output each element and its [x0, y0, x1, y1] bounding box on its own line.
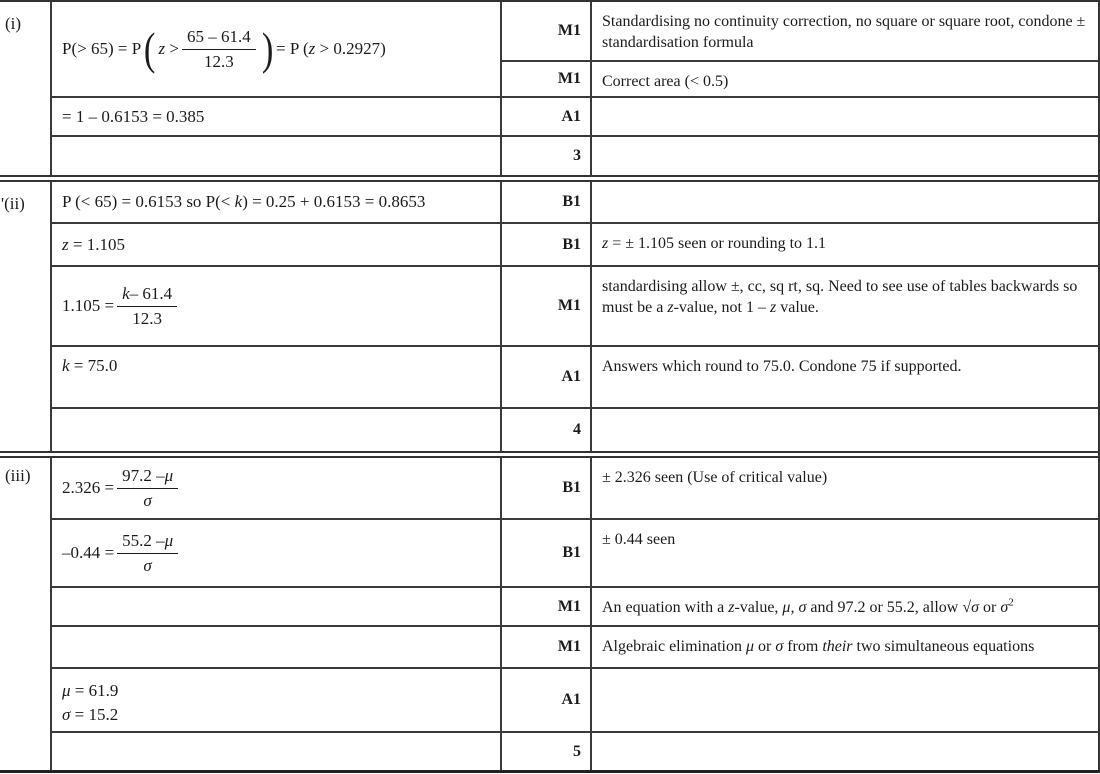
working-cell-ii-1: [52, 182, 502, 224]
text: or: [753, 638, 776, 655]
text: z: [667, 299, 674, 317]
mark-cell-iii-3: [502, 588, 592, 627]
text: ± 0.44 seen: [602, 531, 676, 548]
text: > 0.2927): [315, 39, 386, 58]
comment-cell-i-3: [592, 98, 1098, 137]
working-cell-i-3: [52, 137, 502, 175]
comment-cell-i-4: [592, 137, 1098, 175]
comment-cell-iii-5: [592, 669, 1098, 733]
mark-cell-iii-4: [502, 627, 592, 669]
text: Correct area (< 0.5): [602, 73, 729, 90]
superscript: 2: [1008, 596, 1014, 609]
text: z: [158, 39, 166, 58]
text: P (< 65) = 0.6153 so P(<: [62, 192, 235, 211]
mark-total-iii: [502, 733, 592, 770]
text: their: [822, 638, 853, 655]
part-label-ii: [0, 182, 52, 451]
text: 55.2 –: [122, 531, 165, 551]
text: [62, 356, 117, 375]
text: ± 2.326 seen (Use of critical value): [602, 469, 828, 486]
mark-code: M1: [557, 597, 581, 615]
comment-cell-iii-1: [592, 458, 1098, 520]
text: –0.44 =: [62, 543, 115, 562]
working-cell-i-2: [52, 98, 502, 137]
mark-total: 3: [573, 147, 581, 164]
working-cell-iii-2: [52, 520, 502, 588]
text: Standardising no continuity correction, no square or square root, condone ± standardisation formula: [602, 13, 1086, 52]
mark-code: M1: [557, 70, 581, 87]
mark-total: 5: [573, 742, 581, 760]
text: [62, 681, 492, 701]
section-separator: [0, 175, 1098, 182]
part-label-iii: [0, 458, 52, 770]
text: = ± 1.105 seen or rounding to 1.1: [608, 235, 827, 252]
mark-code: A1: [561, 107, 581, 125]
text: σ: [971, 599, 979, 616]
part-label-i: [0, 2, 52, 175]
text: z: [769, 299, 777, 317]
fraction: [182, 26, 256, 72]
working-cell-iii-3: [52, 588, 502, 627]
mark-cell-i-3: [502, 98, 592, 137]
mark-cell-iii-1: [502, 458, 592, 520]
comment-cell-iii-4: [592, 627, 1098, 669]
text: μ: [745, 638, 754, 655]
text: = 61.9: [70, 681, 119, 700]
text: = 1 – 0.6153 = 0.385: [62, 107, 205, 126]
text: value.: [776, 299, 819, 317]
text: = 1.105: [68, 234, 125, 254]
fraction: [117, 283, 177, 329]
text: -value, not 1 –: [673, 299, 770, 317]
text: σ: [62, 705, 71, 724]
fraction: [117, 465, 178, 511]
mark-cell-ii-4: [502, 347, 592, 409]
working-cell-ii-4: [52, 347, 502, 409]
text: μ: [62, 681, 71, 700]
mark-code: M1: [557, 638, 581, 655]
text: 97.2 –: [122, 466, 165, 486]
text: [62, 192, 425, 212]
section-iii: [0, 458, 1098, 770]
text: μ: [164, 531, 174, 551]
text: μ,: [782, 599, 799, 616]
text: standardising allow ±, cc, sq rt, sq. Need to see use of tables backwards so must be a: [602, 278, 1078, 317]
working-cell-i-1: P(> 65) = P ( z > $\frac{65 - 61.4}{12.3}$ ) = P (z > 0.2927): [52, 2, 502, 98]
text: z: [308, 39, 316, 58]
mark-cell-ii-2: [502, 224, 592, 267]
comment-cell-ii-3: [592, 267, 1098, 347]
mark-code: B1: [562, 544, 581, 561]
text: z: [62, 234, 69, 254]
text: k: [62, 356, 70, 375]
working-cell-ii-2: [52, 224, 502, 267]
text: σ: [798, 599, 807, 616]
text: = 75.0: [69, 356, 118, 375]
comment-cell-ii-2: [592, 224, 1098, 267]
working-cell-iii-5: [52, 669, 502, 733]
text: k: [122, 284, 130, 304]
mark-total-i: [502, 137, 592, 175]
fraction-denominator: σ: [143, 555, 152, 575]
text: ) = 0.25 + 0.6153 = 0.8653: [242, 192, 426, 211]
text: μ: [164, 466, 174, 486]
section-ii: [0, 182, 1098, 451]
mark-code: B1: [562, 193, 581, 210]
text: [62, 235, 125, 255]
comment-cell-ii-5: [592, 409, 1098, 451]
text: z: [602, 235, 609, 252]
text: 2.326 =: [62, 478, 115, 497]
mark-code: A1: [561, 368, 581, 385]
text: two simultaneous equations: [852, 638, 1035, 655]
text: = 15.2: [70, 705, 119, 724]
mark-cell-i-2: [502, 62, 592, 98]
mark-cell-ii-3: [502, 267, 592, 347]
text: z: [728, 599, 735, 616]
mark-code: M1: [557, 297, 581, 314]
text: An equation with a: [602, 599, 729, 616]
working-cell-ii-3: [52, 267, 502, 347]
fraction: [117, 530, 178, 576]
text: = P (: [276, 39, 309, 58]
mark-code: A1: [561, 691, 581, 708]
text: – 61.4: [129, 284, 173, 304]
mark-total: 4: [573, 421, 581, 438]
text: Algebraic elimination: [602, 638, 746, 655]
text: -value,: [734, 599, 783, 616]
working-cell-iii-1: [52, 458, 502, 520]
text: σ: [1000, 599, 1009, 616]
working-cell-iii-4: [52, 627, 502, 669]
section-separator: [0, 451, 1098, 458]
mark-cell-i-1: [502, 2, 592, 62]
working-cell-iii-6: [52, 733, 502, 770]
section-i: [0, 2, 1098, 175]
mark-cell-iii-2: [502, 520, 592, 588]
mark-code: B1: [562, 235, 581, 253]
comment-cell-iii-3: [592, 588, 1098, 627]
comment-cell-iii-6: [592, 733, 1098, 770]
working-cell-ii-5: [52, 409, 502, 451]
mark-cell-iii-5: [502, 669, 592, 733]
text: >: [165, 39, 179, 58]
fraction-denominator: 12.3: [132, 308, 162, 328]
text: or: [979, 599, 1001, 616]
text: k: [234, 192, 243, 211]
text: [158, 39, 178, 59]
comment-cell-ii-4: [592, 347, 1098, 409]
comment-cell-i-1: [592, 2, 1098, 62]
text: 65 – 61.4: [186, 27, 251, 47]
comment-cell-iii-2: [592, 520, 1098, 588]
text: 1.105 =: [62, 296, 115, 315]
part-label-text: (iii): [5, 466, 31, 485]
fraction-numerator: [117, 465, 178, 488]
comment-cell-i-2: [592, 62, 1098, 98]
part-label-text: (i): [5, 14, 22, 33]
fraction-denominator: 12.3: [203, 51, 234, 71]
fraction-numerator: [117, 283, 177, 306]
comment-cell-ii-1: [592, 182, 1098, 224]
mark-total-ii: [502, 409, 592, 451]
part-label-text: '(ii): [1, 194, 25, 213]
fraction-numerator: [117, 530, 178, 553]
mark-cell-ii-1: [502, 182, 592, 224]
text: σ: [775, 638, 784, 655]
mark-code: B1: [562, 479, 581, 496]
text: [62, 705, 492, 725]
text: [276, 39, 386, 59]
text: from: [783, 638, 823, 655]
fraction-denominator: σ: [143, 490, 152, 510]
text: Answers which round to 75.0. Condone 75 if supported.: [602, 358, 962, 375]
text: P(> 65) = P: [62, 39, 142, 58]
text: and 97.2 or 55.2, allow √: [806, 599, 972, 616]
mark-code: M1: [557, 22, 581, 39]
fraction-numerator: [182, 26, 256, 49]
